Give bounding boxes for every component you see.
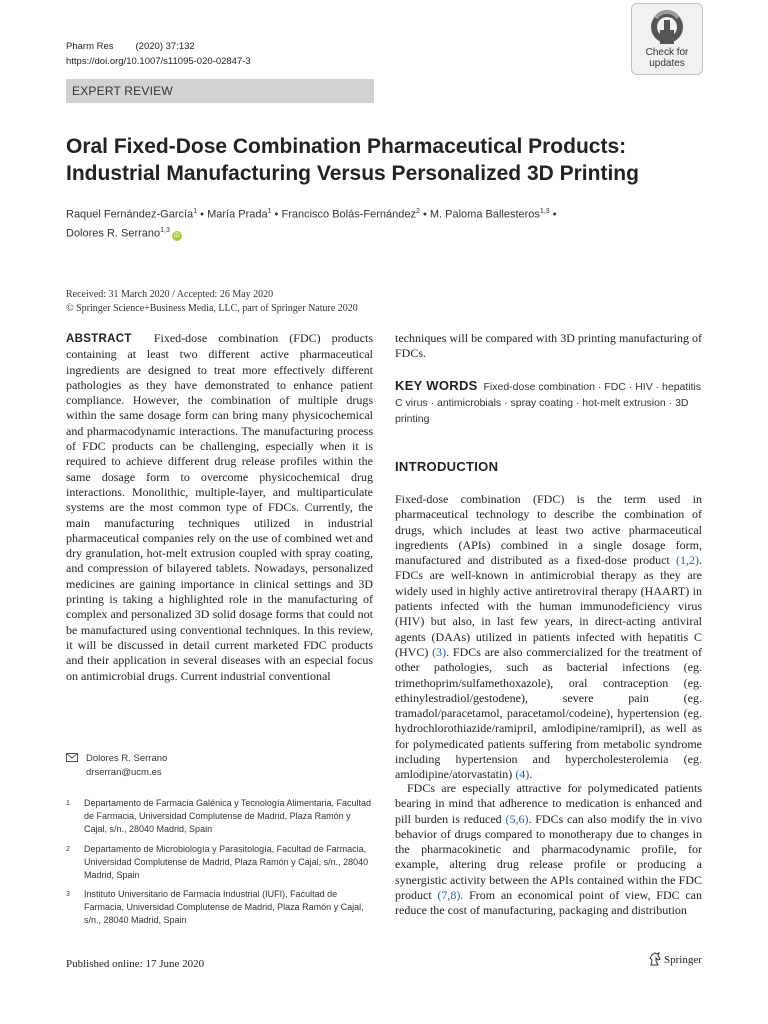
keywords: [395, 378, 705, 427]
doi-link[interactable]: https://doi.org/10.1007/s11095-020-02847-3: [66, 56, 251, 67]
paragraph-text: . From an economical point of view, FDC can reduce the cost of manufacturing, packaging and distribution: [395, 888, 703, 918]
affiliation: [66, 797, 376, 836]
affiliation-text: Departamento de Farmacia Galénica y Tecnología Alimentaria, Facultad de Farmacia, Universidad Complutense de Madrid, Plaza Ramón y Cajal, s/n., 28040 Madrid, Spain: [84, 798, 371, 834]
keywords-heading: KEY WORDS: [395, 378, 478, 393]
article-dates: [66, 288, 358, 316]
published-date: Published online: 17 June 2020: [66, 958, 205, 970]
crossmark-icon: [650, 10, 684, 44]
check-for-updates-badge[interactable]: [631, 3, 703, 75]
introduction-paragraph-1: [395, 492, 702, 783]
author-name: Francisco Bolás-Fernández: [281, 208, 416, 221]
citation-link[interactable]: (3): [432, 644, 447, 659]
paragraph-text: . FDCs are well-known in antimicrobial therapy as they are widely used in highly active antiretroviral therapy (HAART) in patients infected with the human immunodeficiency virus (HIV) but also, in last few years, in direct-acting antiviral agents (DAAs) utilized in patients infected with hepatitis C (HVC): [395, 553, 702, 659]
author-affiliation: 1,3: [160, 226, 170, 234]
introduction-heading: INTRODUCTION: [395, 459, 499, 474]
abstract-text: Fixed-dose combination (FDC) products containing at least two different active pharmaceutical ingredients are designed to treat more effectively different pathologies as they have demonstrated to enhance patient compliance. However, the combination of multiple drugs within the same dosage form can bring many physicochemical and pharmacodynamic interactions. The manufacturing process of FDC products can be challenging, especially when it is required to achieve different drug release profiles within the same dosage form to overcome physicochemical drug interactions. Monolithic, multiple-layer, and multiparticulate systems are the most common type of FDCs. Currently, the main manufacturing techniques utilized in industrial pharmaceutical companies rely on the use of combined wet and dry granulation, hot-melt extrusion coupled with spray coating, and compression of bilayered tablets. Nowadays, personalized medicines are gaining importance in clinical settings and 3D printing is taking a highlighted role in the manufacturing of complex and personalized 3D solid dosage forms that could not be manufactured using conventional techniques. In this review, it will be discussed in detail current marketed FDC products and their application in several diseases with an especial focus on antimicrobial drugs. Current industrial conventional: [66, 331, 374, 683]
author-affiliation: 1,3: [539, 208, 550, 215]
springer-horse-icon: [648, 952, 662, 966]
author-affiliation: 1: [267, 208, 272, 215]
author-name: Dolores R. Serrano: [66, 227, 161, 240]
author-list: Raquel Fernández-García$^1$ • María Prada$^1$ • Francisco Bolás-Fernández$^2$ • M. Paloma Ballesteros$^{1,3}$ • Dolores R. Serrano$^{1,3}$iD: [66, 208, 557, 240]
abstract-heading: ABSTRACT: [66, 333, 132, 345]
author-name: Raquel Fernández-García: [66, 208, 194, 221]
introduction-paragraph-2: [395, 781, 702, 919]
affiliation-number: 1: [66, 800, 70, 807]
affiliation-number: 2: [66, 846, 70, 853]
correspondence: [66, 752, 366, 780]
author-name: María Prada: [207, 208, 268, 221]
article-type-band: [66, 79, 374, 103]
affiliation-text: Departamento de Microbiología y Parasitología, Facultad de Farmacia, Universidad Complutense de Madrid, Plaza Ramón y Cajal, s/n., 28040 Madrid, Spain: [84, 844, 369, 880]
affiliation: [66, 843, 376, 882]
paragraph-text: . FDCs are also commercialized for the treatment of other pathologies, such as bacterial infections (eg. trimethoprim/sulfamethoxazole), oral contraception (eg. ethinylestradiol/gestodene), severe pain (eg. tramadol/paracetamol, paracetamol/codeine), hypertension (eg. hydrochlorothiazide/ramipril, amlodipine/ramipril), as well as for polymedicated patients suffering from metabolic syndrome including hypertension and hypercholesterolemia (eg. amlodipine/atorvastatin): [395, 644, 703, 782]
abstract: [66, 331, 373, 684]
envelope-icon: [66, 753, 78, 762]
article-title: Oral Fixed-Dose Combination Pharmaceutical Products: Industrial Manufacturing Versus Personalized 3D Printing: [66, 135, 639, 185]
citation-link[interactable]: (1,2): [676, 553, 699, 568]
keywords-text: Fixed-dose combination · FDC · HIV · hepatitis C virus · antimicrobials · spray coating · hot-melt extrusion · 3D printing: [395, 381, 702, 425]
orcid-icon[interactable]: iD: [172, 231, 182, 241]
citation-link[interactable]: (5,6): [505, 811, 529, 826]
citation-link[interactable]: (4): [515, 767, 530, 782]
paragraph-text: FDCs are especially attractive for polymedicated patients bearing in mind that adherence to medication is enhanced and pill burden is reduced: [395, 781, 702, 826]
paragraph-text: . FDCs can also modify the in vivo behavior of drugs compared to monotherapy due to changes in the pharmacokinetic and pharmacodynamic profile, for example, altering drug release profile or producing a synergistic activity between the APIs contained within the FDC product: [395, 811, 702, 903]
author-affiliation: 1: [193, 208, 198, 215]
article-type: EXPERT REVIEW: [72, 84, 173, 98]
publisher-name: Springer: [664, 954, 702, 966]
correspondence-email[interactable]: drserran@ucm.es: [86, 767, 162, 778]
journal-name: Pharm Res: [66, 41, 114, 52]
author-affiliation: 2: [415, 208, 420, 215]
affiliation: [66, 888, 376, 927]
affiliation-text: Instituto Universitario de Farmacia Industrial (IUFI), Facultad de Farmacia, Universidad Complutense de Madrid, Plaza Ramón y Cajal, s/n., 28040 Madrid, Spain: [84, 889, 364, 925]
paragraph-text: Fixed-dose combination (FDC) is the term used in pharmaceutical technology to describe the combination of drugs, which includes at least two active pharmaceutical ingredients (APIs) combined in a single dosage form, manufactured and distributed as a fixed-dose product: [395, 492, 702, 568]
publisher-logo: [648, 952, 702, 966]
copyright: © Springer Science+Business Media, LLC, part of Springer Nature 2020: [66, 303, 358, 314]
volume-info: (2020) 37:132: [135, 41, 195, 52]
author-name: M. Paloma Ballesteros: [429, 208, 540, 221]
badge-line-2: updates: [649, 58, 685, 69]
citation-link[interactable]: (7,8): [437, 888, 461, 903]
correspondence-name: Dolores R. Serrano: [86, 753, 168, 764]
journal-info: [66, 41, 195, 52]
affiliation-number: 3: [66, 891, 70, 898]
badge-line-1: Check for: [645, 47, 689, 58]
received-accepted: Received: 31 March 2020 / Accepted: 26 May 2020: [66, 289, 274, 300]
paragraph-text: .: [529, 767, 533, 782]
abstract-continuation: techniques will be compared with 3D printing manufacturing of FDCs.: [395, 331, 702, 361]
